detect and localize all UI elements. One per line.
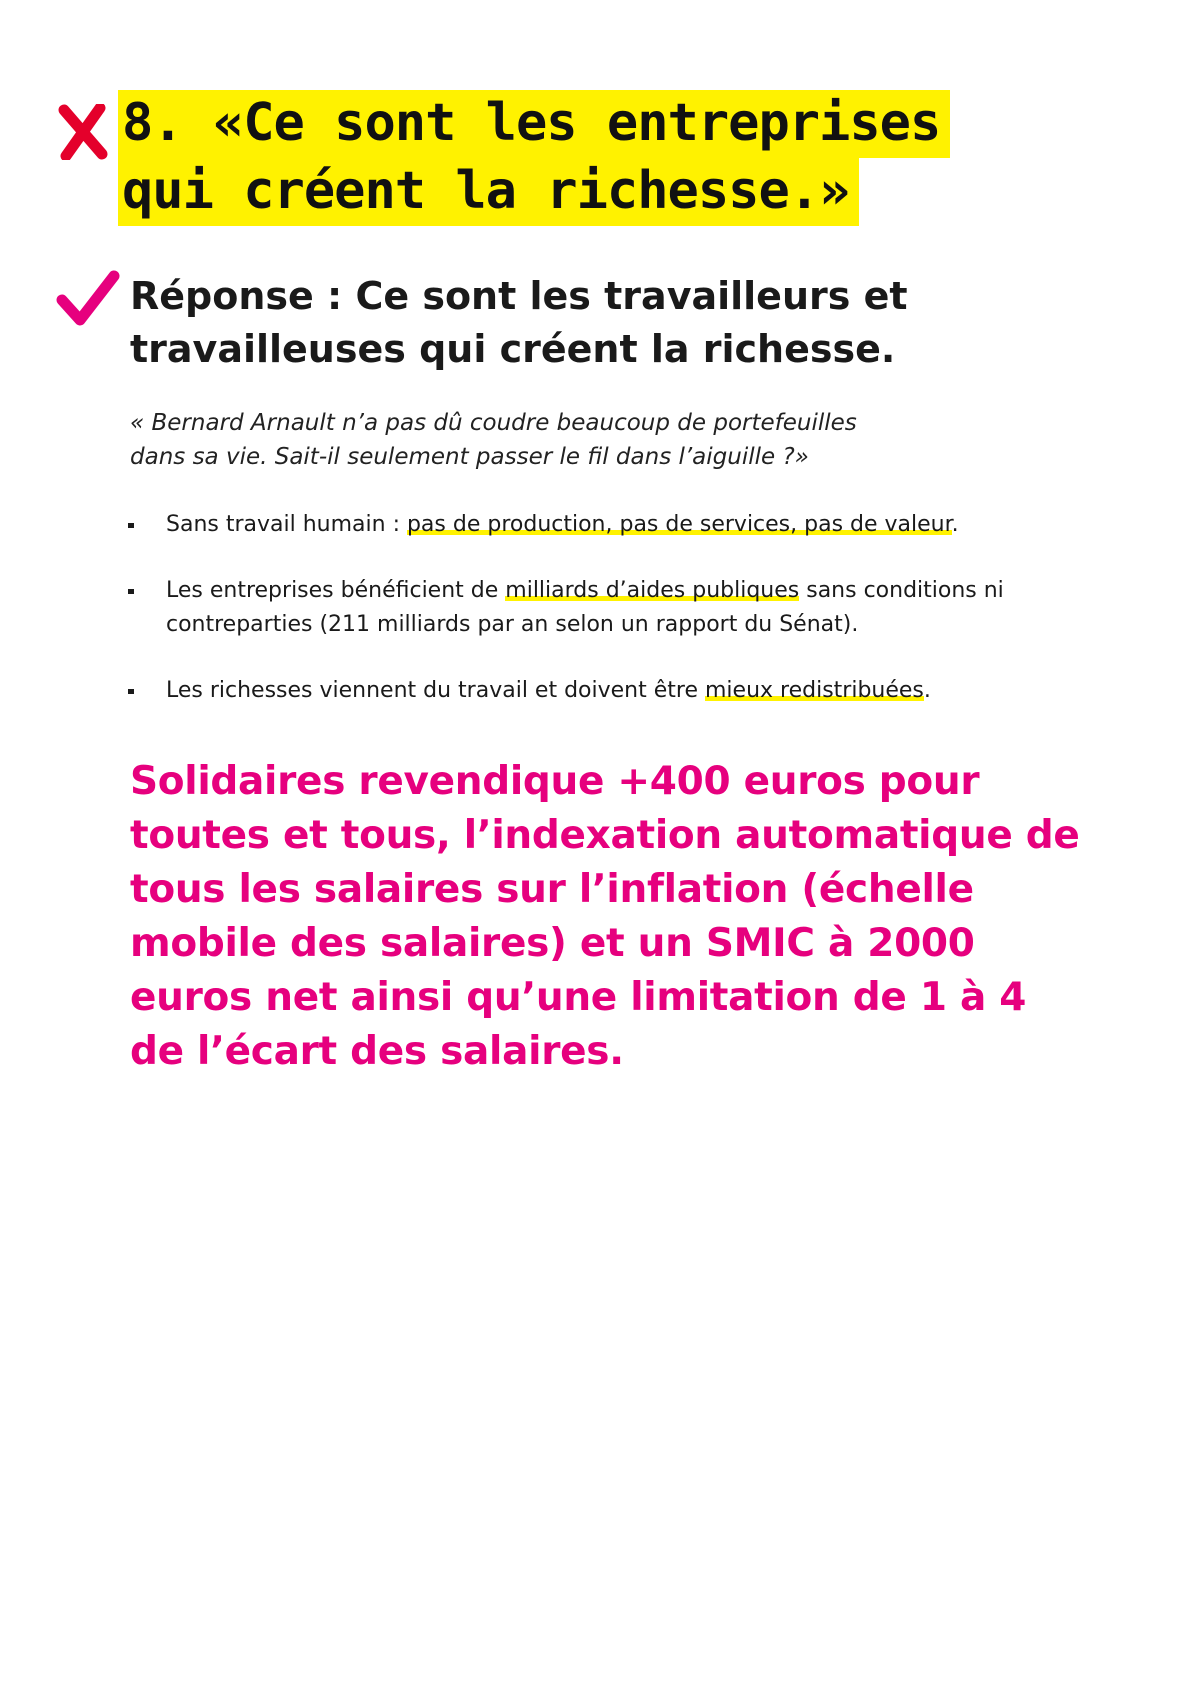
- checkmark-icon: [56, 270, 120, 328]
- highlighted-text: pas de production, pas de services, pas de valeur: [406, 512, 952, 537]
- bullet-text-end: .: [923, 678, 931, 703]
- answer-text: Réponse : Ce sont les travailleurs et travailleuses qui créent la richesse.: [130, 274, 908, 371]
- title-line-1: 8. «Ce sont les entreprises: [118, 90, 950, 158]
- list-item: [124, 574, 1124, 642]
- cross-icon: [58, 104, 108, 160]
- section-title: [118, 90, 941, 226]
- union-demand: Solidaires revendique +400 euros pour toutes et tous, l’indexation automatique de tous les salaires sur l’inflation (échelle mobile des salaires) et un SMIC à 2000 euros net ainsi qu’une limitation de 1 à 4 de l’écart des salaires.: [130, 759, 1080, 1074]
- bullet-text: Sans travail humain :: [166, 512, 407, 537]
- highlighted-text: mieux redistribuées: [705, 678, 924, 703]
- bullet-text-end: .: [951, 512, 959, 537]
- quote-line-1: « Bernard Arnault n’a pas dû coudre beaucoup de portefeuilles: [130, 410, 857, 436]
- list-item: [124, 674, 1124, 708]
- quote: [130, 406, 1030, 474]
- bullet-text-end: sans conditions ni contreparties (211 milliards par an selon un rapport du Sénat).: [166, 578, 1004, 637]
- list-item: [124, 508, 1124, 542]
- argument-list: [124, 508, 1124, 740]
- quote-line-2: dans sa vie. Sait-il seulement passer le fil dans l’aiguille ?»: [130, 444, 809, 470]
- highlighted-text: milliards d’aides publiques: [505, 578, 800, 603]
- bullet-text: Les entreprises bénéficient de: [166, 578, 506, 603]
- title-line-2: qui créent la richesse.»: [118, 158, 859, 226]
- bullet-text: Les richesses viennent du travail et doivent être: [166, 678, 705, 703]
